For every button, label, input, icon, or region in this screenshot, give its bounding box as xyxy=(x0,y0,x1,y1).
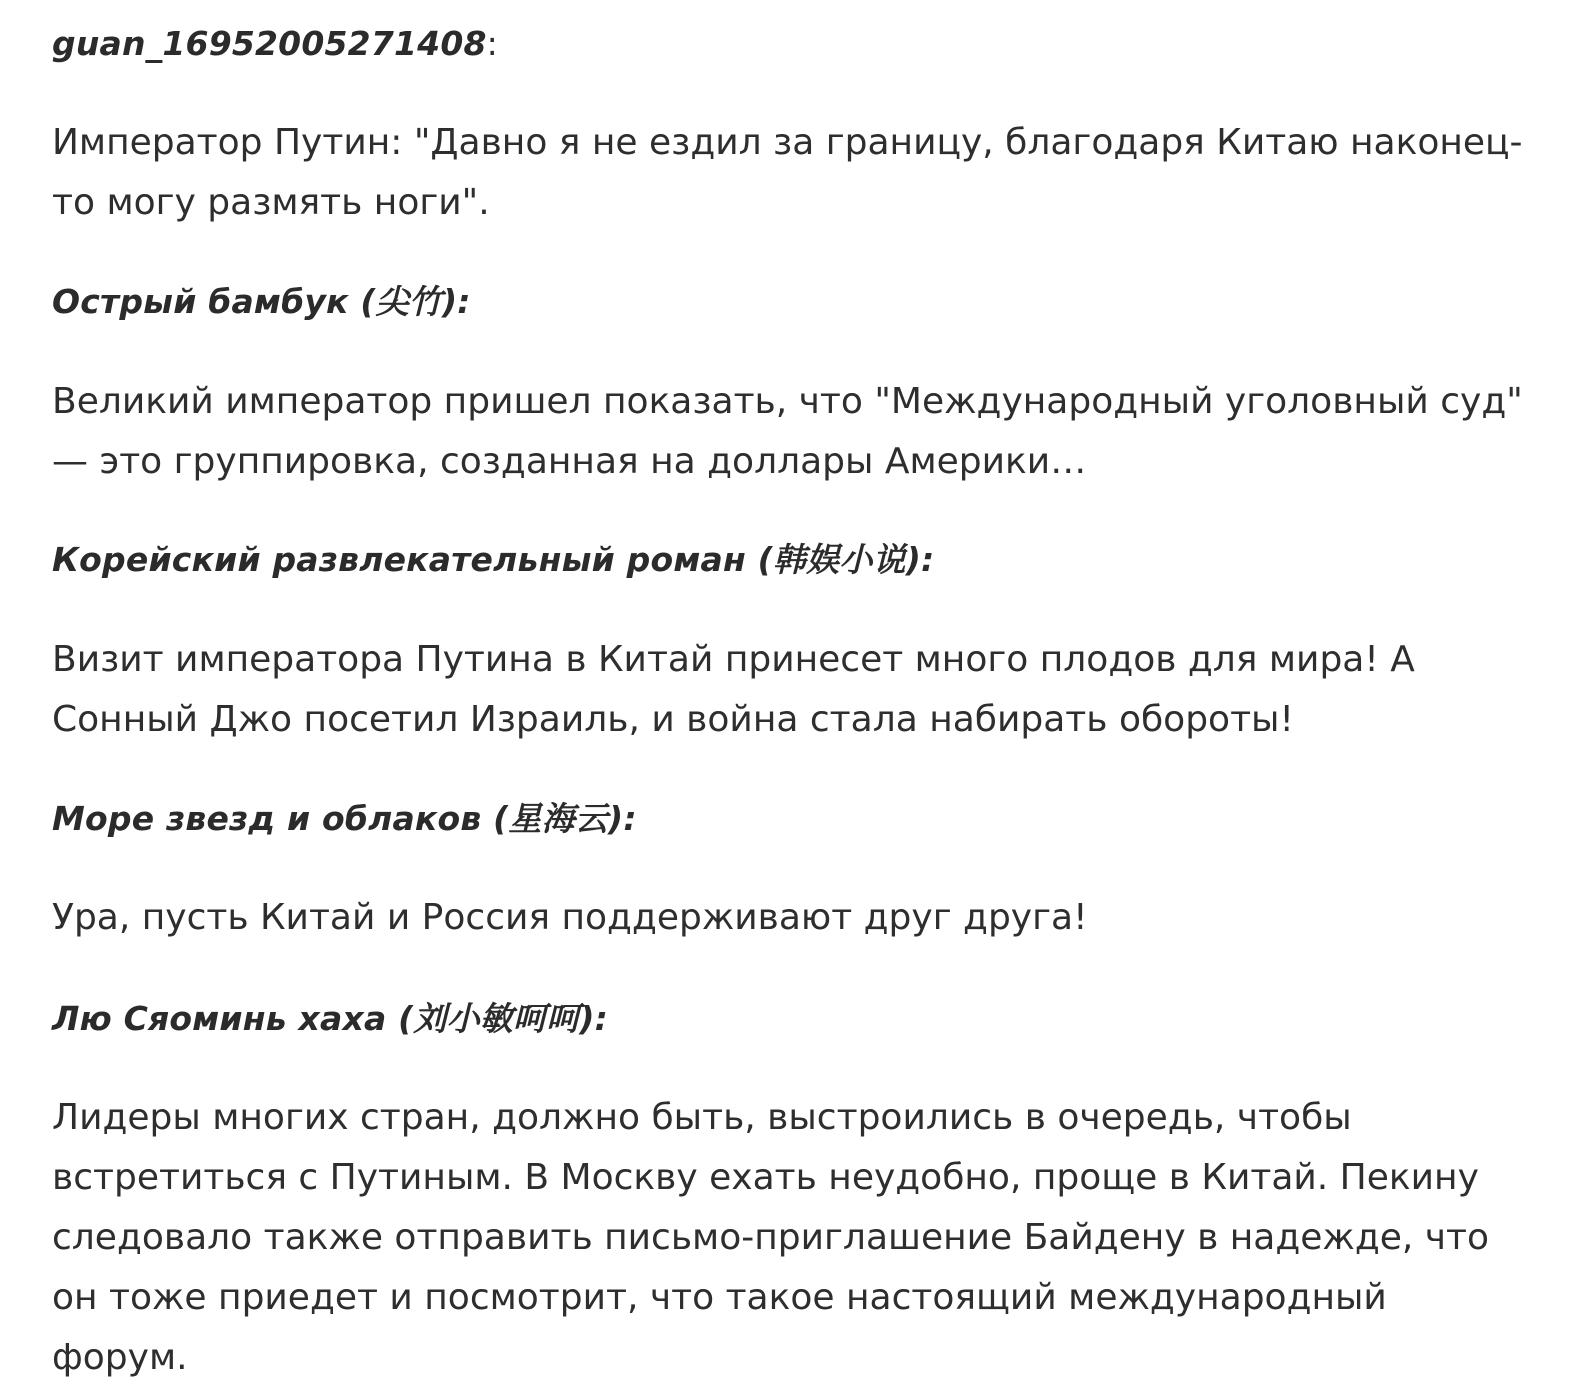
comment-text: Лидеры многих стран, должно быть, выстроились в очередь, чтобы встретиться с Путиным. В Москву ехать неудобно, проще в Китай. Пекину следовало также отправить письмо-приглашение Байдену в надежде, что он тоже приедет и посмотрит, что такое настоящий международный форум. xyxy=(52,1097,1490,1378)
comment-author: Острый бамбук (尖竹): xyxy=(52,282,471,321)
comment-text: Император Путин: "Давно я не ездил за границу, благодаря Китаю наконец-то могу размять ноги". xyxy=(52,122,1523,223)
author-colon: : xyxy=(486,24,498,63)
comment-text: Визит императора Путина в Китай принесет много плодов для мира! А Сонный Джо посетил Израиль, и война стала набирать обороты! xyxy=(52,639,1415,740)
comment-author: Лю Сяоминь хаха (刘小敏呵呵): xyxy=(52,999,609,1038)
comment-text: Ура, пусть Китай и Россия поддерживают друг друга! xyxy=(52,897,1088,938)
comment-author: Море звезд и облаков (星海云): xyxy=(52,799,637,838)
comment-text: Великий император пришел показать, что "Международный уголовный суд" — это группировка, созданная на доллары Америки… xyxy=(52,381,1523,482)
comment-author xyxy=(52,22,498,66)
comment-author: Корейский развлекательный роман (韩娱小说): xyxy=(52,540,935,579)
author-name: guan_16952005271408 xyxy=(52,24,487,63)
